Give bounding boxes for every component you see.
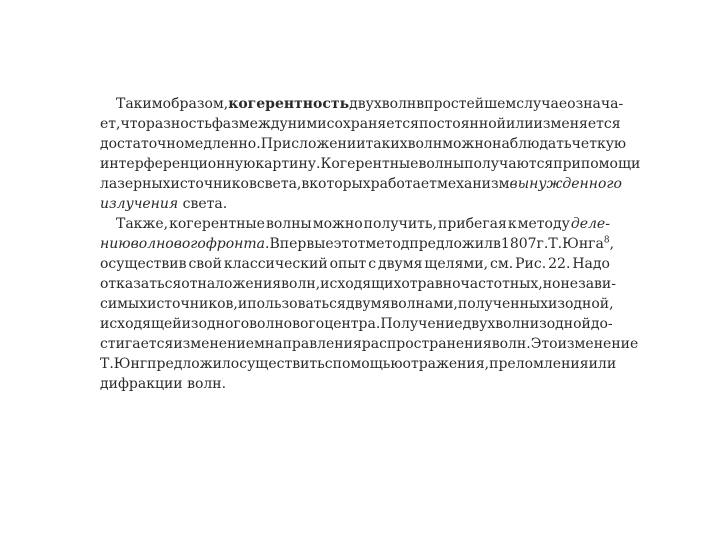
- text-run: Юнг: [113, 356, 148, 372]
- word: [418, 154, 464, 174]
- text-line: [100, 274, 616, 294]
- word: [371, 174, 437, 194]
- word: [560, 274, 616, 294]
- text-run: свой: [188, 256, 222, 272]
- text-run: при: [553, 156, 581, 172]
- text-run: с: [324, 356, 333, 372]
- text-run: таких: [365, 136, 408, 152]
- word: [346, 294, 390, 314]
- text-run: симых: [100, 296, 148, 312]
- text-run: можно: [312, 216, 363, 232]
- text-run: простейшем: [424, 96, 517, 112]
- text-run: волнами,: [390, 296, 458, 312]
- text-run: волн,: [281, 276, 321, 292]
- word: [231, 354, 325, 374]
- text-run: что: [120, 116, 146, 132]
- text-run: равночастотных,: [417, 276, 543, 292]
- word: [416, 94, 424, 114]
- word: [146, 114, 212, 134]
- italic-term: волнового: [130, 236, 206, 252]
- word: [184, 134, 261, 154]
- word: [100, 154, 255, 174]
- word: [265, 334, 362, 354]
- word: [543, 274, 561, 294]
- word: [247, 294, 346, 314]
- word: [100, 274, 181, 294]
- word: [116, 94, 163, 114]
- text-run: стигается: [100, 336, 174, 352]
- text-run: можно: [442, 136, 493, 152]
- text-run: двумя: [345, 296, 391, 312]
- footnote-marker: 8: [603, 235, 610, 246]
- text-line: [100, 334, 639, 354]
- text-run: разность: [145, 116, 212, 132]
- word: [492, 134, 572, 154]
- text-run: щелями,: [424, 256, 489, 272]
- text-run: пользоваться: [247, 296, 346, 312]
- word: [589, 354, 617, 374]
- text-run: 1807: [500, 236, 537, 252]
- text-run: Впервые: [269, 236, 334, 252]
- text-run: одного: [198, 316, 250, 332]
- word: [324, 314, 380, 334]
- text-run: механизм: [436, 176, 510, 192]
- word: [567, 94, 623, 114]
- word: [572, 134, 626, 154]
- word: [199, 314, 250, 334]
- italic-term: вынужденного: [509, 176, 622, 192]
- text-run: достаточно: [100, 136, 185, 152]
- word: [309, 174, 370, 194]
- text-run: ,: [609, 236, 615, 252]
- text-run: сложении: [291, 136, 366, 152]
- text-run: источников,: [147, 296, 238, 312]
- text-run: наблюдать: [492, 136, 572, 152]
- word: [364, 214, 437, 234]
- word: [515, 254, 546, 274]
- word: [197, 274, 281, 294]
- text-run: 22.: [548, 256, 571, 272]
- text-run: Таким: [116, 96, 163, 112]
- text-run: медленно.: [184, 136, 261, 152]
- text-run: Т.: [100, 356, 114, 372]
- text-run: одной: [546, 316, 591, 332]
- word: [320, 154, 418, 174]
- word: [114, 354, 147, 374]
- text-run: Также,: [116, 216, 169, 232]
- word: [516, 94, 567, 114]
- text-run: Т.: [548, 236, 563, 252]
- text-run: волны: [418, 156, 465, 172]
- word: [269, 234, 333, 254]
- word: [490, 254, 513, 274]
- word: [565, 294, 614, 314]
- word: [401, 274, 417, 294]
- text-run: осуществив: [100, 256, 187, 272]
- text-run: волн.: [187, 376, 227, 392]
- text-line: [100, 154, 641, 174]
- word: [419, 114, 506, 134]
- word: [171, 174, 257, 194]
- text-run: Когерентные: [320, 156, 419, 172]
- word: [257, 174, 302, 194]
- word: [182, 314, 199, 334]
- text-body: [100, 94, 641, 394]
- word: [228, 94, 349, 114]
- word: [100, 334, 173, 354]
- italic-term: деле-: [570, 216, 610, 232]
- text-run: исходящих: [320, 276, 402, 292]
- word: [147, 294, 238, 314]
- italic-term: нию: [100, 236, 131, 252]
- paragraph: [100, 94, 641, 214]
- text-run: и: [237, 296, 248, 312]
- word: [534, 114, 621, 134]
- word: [100, 374, 187, 394]
- text-run: получить,: [363, 216, 437, 232]
- text-run: случае: [516, 96, 568, 112]
- text-line: [100, 314, 613, 334]
- word: [100, 294, 147, 314]
- word: [313, 214, 363, 234]
- text-run: наложения: [197, 276, 282, 292]
- text-run: г.: [536, 236, 549, 252]
- word: [464, 154, 553, 174]
- text-run: методу: [517, 216, 570, 232]
- word: [238, 294, 247, 314]
- word: [380, 314, 462, 334]
- word: [424, 94, 516, 114]
- text-run: исходящей: [100, 316, 182, 332]
- text-run: между: [238, 116, 288, 132]
- paragraph: [100, 214, 639, 394]
- word: [548, 294, 565, 314]
- word: [147, 354, 231, 374]
- word: [492, 334, 531, 354]
- word: [239, 114, 288, 134]
- text-run: волны: [265, 216, 312, 232]
- text-line: [100, 374, 610, 394]
- word: [131, 234, 206, 254]
- text-run: направления: [264, 336, 362, 352]
- text-run: двух: [462, 316, 496, 332]
- word: [163, 94, 229, 114]
- text-run: одной,: [564, 296, 614, 312]
- text-run: или: [505, 116, 534, 132]
- word: [562, 234, 614, 254]
- word: [333, 354, 403, 374]
- text-run: четкую: [571, 136, 627, 152]
- word: [408, 134, 443, 154]
- text-run: При: [260, 136, 292, 152]
- word: [548, 254, 570, 274]
- text-run: которых: [309, 176, 371, 192]
- word: [281, 274, 320, 294]
- text-run: постоянной: [418, 116, 506, 132]
- text-run: фаз: [211, 116, 239, 132]
- text-run: источников: [170, 176, 257, 192]
- word: [493, 234, 501, 254]
- text-run: из: [181, 316, 199, 332]
- text-run: ет,: [100, 116, 121, 132]
- text-run: волн: [495, 316, 530, 332]
- text-run: отражения,: [402, 356, 490, 372]
- word: [581, 154, 640, 174]
- word: [489, 354, 588, 374]
- text-line: [100, 234, 615, 254]
- word: [120, 114, 145, 134]
- word: [288, 114, 327, 134]
- word: [506, 114, 534, 134]
- word: [266, 214, 312, 234]
- text-run: Юнга: [562, 236, 604, 252]
- word: [325, 354, 333, 374]
- word: [100, 134, 184, 154]
- word: [501, 234, 537, 254]
- text-run: метод: [365, 236, 410, 252]
- text-run: в: [301, 176, 310, 192]
- word: [530, 314, 547, 334]
- text-run: ними: [287, 116, 327, 132]
- word: [116, 214, 168, 234]
- text-run: преломления: [489, 356, 589, 372]
- word: [188, 254, 221, 274]
- word: [458, 294, 548, 314]
- word: [510, 174, 622, 194]
- word: [100, 114, 120, 134]
- text-run: опыт: [329, 256, 367, 272]
- text-run: этот: [333, 236, 366, 252]
- text-run: картину.: [255, 156, 321, 172]
- word: [255, 154, 320, 174]
- word: [508, 214, 517, 234]
- word: [169, 214, 265, 234]
- word: [320, 274, 401, 294]
- text-run: предложил: [409, 236, 494, 252]
- word: [463, 314, 496, 334]
- word: [382, 94, 417, 114]
- text-run: помощи: [580, 156, 641, 172]
- text-run: Получение: [380, 316, 463, 332]
- word: [173, 334, 265, 354]
- text-run: работает: [370, 176, 437, 192]
- word: [291, 134, 365, 154]
- text-line: [100, 214, 610, 234]
- text-run: классический: [223, 256, 328, 272]
- text-run: распространения: [361, 336, 492, 352]
- text-run: центра.: [324, 316, 381, 332]
- text-run: Рис.: [515, 256, 547, 272]
- text-line: [100, 114, 621, 134]
- word: [181, 274, 197, 294]
- word: [249, 314, 324, 334]
- text-run: изменение: [557, 336, 639, 352]
- word: [187, 374, 226, 394]
- word: [537, 234, 549, 254]
- text-run: помощью: [332, 356, 403, 372]
- text-run: когерентные: [169, 216, 265, 232]
- word: [301, 174, 309, 194]
- word: [362, 334, 492, 354]
- text-run: от: [401, 276, 418, 292]
- word: [531, 334, 558, 354]
- word: [327, 114, 419, 134]
- word: [553, 154, 581, 174]
- word: [403, 354, 490, 374]
- word: [100, 234, 131, 254]
- word: [495, 314, 530, 334]
- text-run: Надо: [572, 256, 610, 272]
- word: [365, 234, 409, 254]
- text-run: из: [548, 296, 565, 312]
- text-run: интерференционную: [100, 156, 256, 172]
- text-run: света.: [182, 196, 228, 212]
- text-run: волн.: [491, 336, 531, 352]
- text-run: незави-: [560, 276, 616, 292]
- word: [100, 254, 187, 274]
- word: [437, 174, 510, 194]
- text-line: [100, 134, 627, 154]
- text-run: или: [588, 356, 617, 372]
- word: [366, 134, 408, 154]
- italic-term: излучения: [100, 196, 179, 212]
- text-line: [100, 174, 622, 194]
- text-run: образом,: [162, 96, 229, 112]
- bold-term: когерентность: [228, 96, 350, 112]
- text-line: [100, 194, 610, 214]
- word: [518, 214, 570, 234]
- text-run: из: [529, 316, 547, 332]
- text-run: означа-: [567, 96, 624, 112]
- word: [100, 314, 182, 334]
- word: [442, 134, 492, 154]
- text-run: сохраняется: [326, 116, 419, 132]
- text-run: с: [368, 256, 377, 272]
- text-run: к: [507, 216, 517, 232]
- text-run: предложил: [147, 356, 231, 372]
- word: [100, 174, 171, 194]
- word: [547, 314, 591, 334]
- italic-term: фронта: [205, 236, 266, 252]
- word: [572, 254, 610, 274]
- text-run: .: [265, 236, 270, 252]
- word: [409, 234, 493, 254]
- word: [558, 334, 639, 354]
- text-line: [100, 94, 624, 114]
- text-run: в: [493, 236, 501, 252]
- text-run: света,: [256, 176, 302, 192]
- word: [183, 194, 228, 214]
- text-run: волн: [407, 136, 443, 152]
- word: [330, 254, 367, 274]
- text-run: но: [542, 276, 561, 292]
- text-line: [100, 294, 614, 314]
- word: [100, 354, 114, 374]
- text-run: изменяется: [533, 116, 621, 132]
- word: [224, 254, 328, 274]
- text-line: [100, 254, 610, 274]
- text-line: [100, 354, 617, 374]
- word: [100, 194, 183, 214]
- word: [424, 254, 488, 274]
- text-run: получаются: [464, 156, 554, 172]
- word: [368, 254, 376, 274]
- text-run: см.: [490, 256, 514, 272]
- word: [438, 214, 507, 234]
- word: [206, 234, 270, 254]
- text-run: в: [416, 96, 425, 112]
- text-run: Это: [530, 336, 558, 352]
- text-run: полученных: [457, 296, 549, 312]
- text-run: изменением: [173, 336, 265, 352]
- text-run: от: [181, 276, 198, 292]
- word: [334, 234, 366, 254]
- text-run: двумя: [377, 256, 423, 272]
- word: [418, 274, 543, 294]
- word: [571, 214, 610, 234]
- text-run: прибегая: [437, 216, 507, 232]
- word: [261, 134, 292, 154]
- word: [212, 114, 239, 134]
- text-run: отказаться: [100, 276, 182, 292]
- word: [591, 314, 613, 334]
- text-run: двух: [349, 96, 382, 112]
- word: [378, 254, 422, 274]
- text-run: до-: [590, 316, 613, 332]
- text-run: волн: [381, 96, 417, 112]
- text-run: лазерных: [100, 176, 171, 192]
- word: [349, 94, 382, 114]
- word: [548, 234, 562, 254]
- word: [390, 294, 458, 314]
- text-run: осуществить: [230, 356, 325, 372]
- text-run: волнового: [249, 316, 325, 332]
- text-run: дифракции: [100, 376, 183, 392]
